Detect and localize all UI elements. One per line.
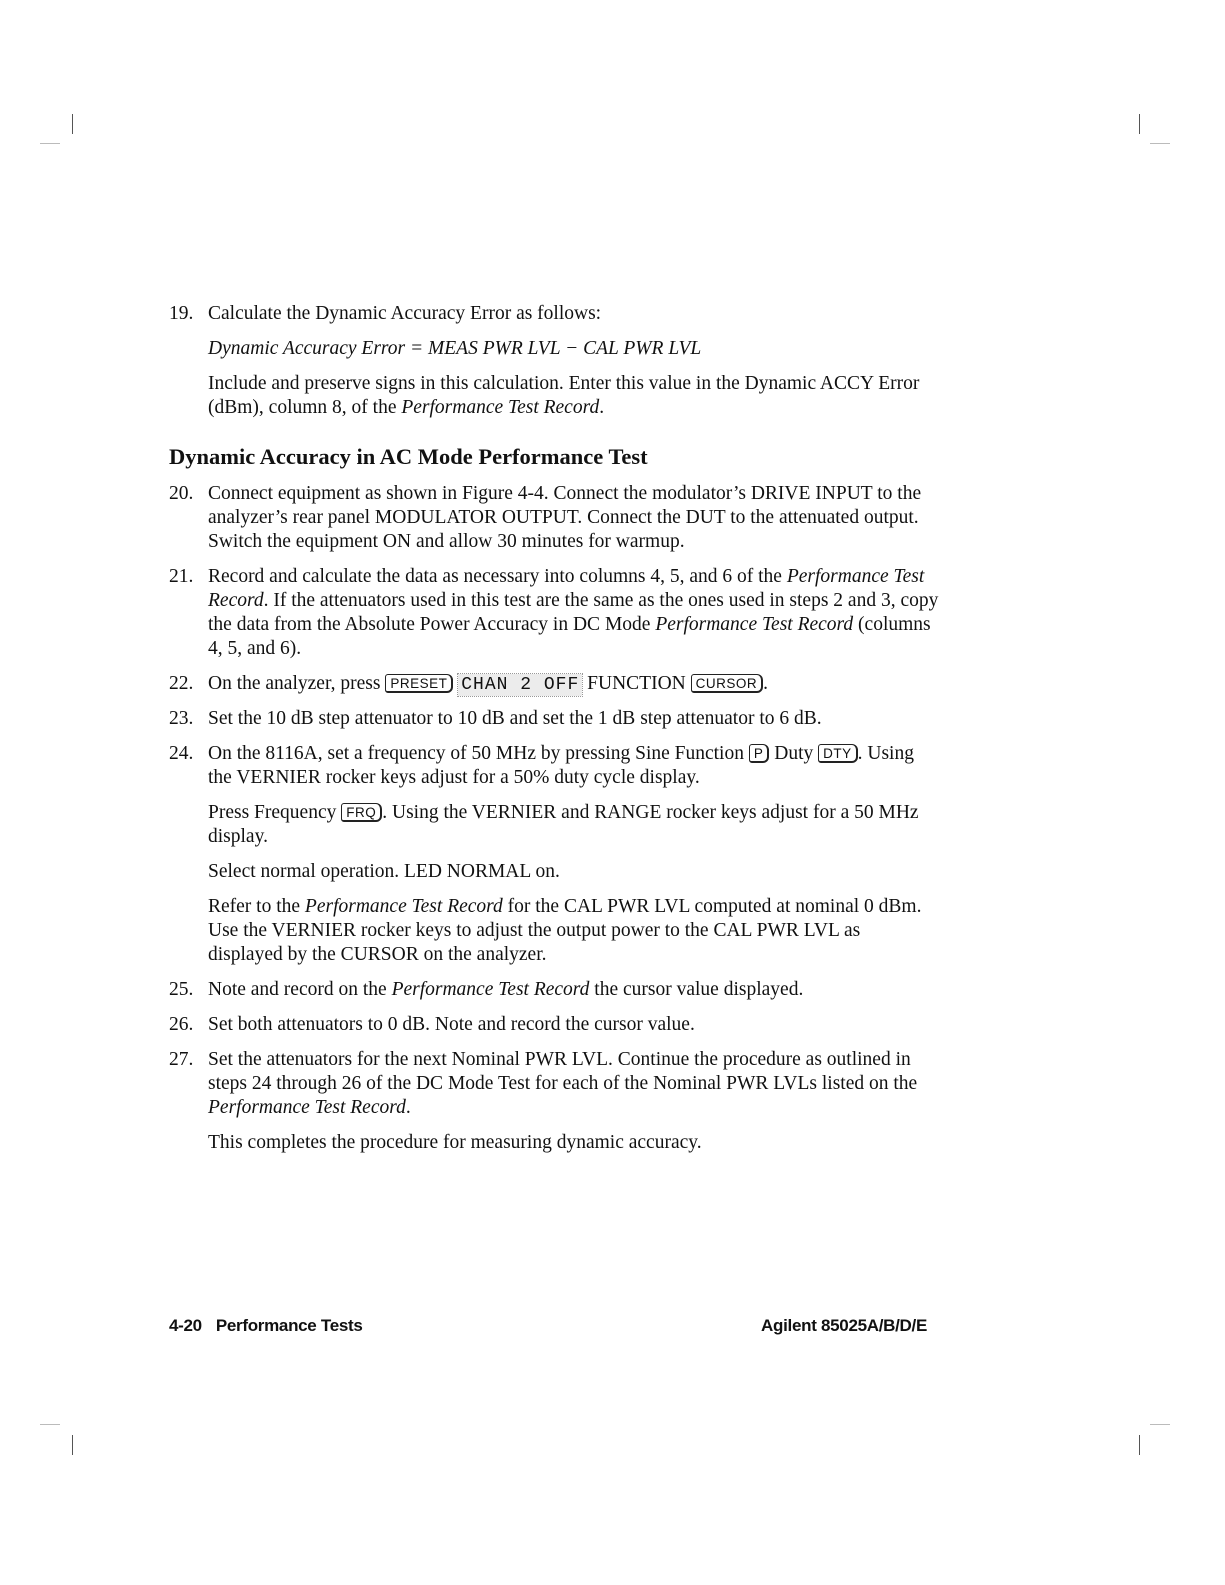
frq-hardkey: FRQ [341,803,382,822]
crop-mark [1150,143,1170,144]
dty-hardkey: DTY [818,744,858,763]
step-text: Press Frequency [208,802,342,823]
step-text: (columns 4, 5, and 6). [208,614,931,659]
step-number: 24. [169,743,194,764]
footer-left [169,1316,363,1336]
step-24-frequency [208,801,939,849]
chan-2-off-softkey: CHAN 2 OFF [458,674,582,696]
step-21 [169,565,939,661]
step-number: 27. [169,1049,194,1070]
cursor-hardkey: CURSOR [691,674,764,693]
step-number: 23. [169,708,194,729]
document-reference: Performance Test Record [208,1097,406,1118]
step-text: Connect equipment as shown in Figure 4-4. Connect the modulator’s DRIVE INPUT to the analyzer’s rear panel MODULATOR OUTPUT. Connect the DUT to the attenuated output. Switch the equipment ON and allow 30 minutes for warmup. [208,483,922,552]
p-hardkey: P [749,744,770,763]
step-text: . Using the VERNIER and RANGE rocker keys adjust for a 50 MHz display. [208,802,919,847]
document-reference: Performance Test Record [655,614,854,635]
step-20 [169,482,939,554]
document-reference: Performance Test Record [208,566,925,611]
step-number: 25. [169,979,194,1000]
step-27 [169,1048,939,1120]
closing-note: This completes the procedure for measuring dynamic accuracy. [208,1132,702,1153]
crop-mark [72,114,73,134]
crop-mark [1139,114,1140,134]
document-reference: Performance Test Record [391,979,590,1000]
step-text: Set both attenuators to 0 dB. Note and record the cursor value. [208,1014,695,1035]
crop-mark [72,1435,73,1455]
document-reference: Performance Test Record [401,397,600,418]
page-number: 4-20 [169,1316,202,1335]
product-name: Agilent 85025A/B/D/E [761,1316,927,1335]
step-19 [169,302,939,326]
step-25 [169,978,939,1002]
step-text: . Using the VERNIER rocker keys adjust for a 50% duty cycle display. [208,743,914,788]
step-text: Refer to the [208,896,305,917]
step-text: FUNCTION [582,673,691,694]
step-19-note [208,372,939,420]
step-text: . If the attenuators used in this test are the same as the ones used in steps 2 and 3, copy the data from the Absolute Power Accuracy in DC Mode [208,590,939,635]
step-number: 19. [169,303,194,324]
note-text-end: . [599,397,605,418]
preset-hardkey: PRESET [385,674,453,693]
step-text: . [405,1097,411,1118]
page-content [169,302,939,1166]
section-heading: Dynamic Accuracy in AC Mode Performance Test [169,444,648,469]
step-text: On the 8116A, set a frequency of 50 MHz by pressing Sine Function [208,743,749,764]
step-text: Set the 10 dB step attenuator to 10 dB and set the 1 dB step attenuator to 6 dB. [208,708,822,729]
step-number: 22. [169,673,194,694]
document-reference: Performance Test Record [304,896,503,917]
step-text: On the analyzer, press [208,673,386,694]
note-text: Include and preserve signs in this calculation. Enter this value in the Dynamic ACCY Error (dBm), column 8, of the [208,373,920,418]
step-text: Note and record on the [208,979,392,1000]
step-text: Duty [769,743,819,764]
crop-mark [40,1424,60,1425]
step-24 [169,742,939,790]
step-number: 21. [169,566,194,587]
step-26 [169,1013,939,1037]
crop-mark [1139,1435,1140,1455]
step-text: . [763,673,769,694]
step-text: Record and calculate the data as necessary into columns 4, 5, and 6 of the [208,566,787,587]
step-text: the cursor value displayed. [589,979,804,1000]
step-24-refer [208,895,939,967]
crop-mark [40,143,60,144]
step-text: Calculate the Dynamic Accuracy Error as follows: [208,303,602,324]
formula: Dynamic Accuracy Error = MEAS PWR LVL − CAL PWR LVL [208,338,702,359]
step-23 [169,707,939,731]
crop-mark [1150,1424,1170,1425]
step-number: 20. [169,483,194,504]
step-22 [169,672,939,696]
section-name: Performance Tests [215,1316,363,1335]
step-text: Set the attenuators for the next Nominal PWR LVL. Continue the procedure as outlined in steps 24 through 26 of the DC Mode Test for each of the Nominal PWR LVLs listed on the [208,1049,918,1094]
footer-right [761,1316,927,1336]
step-text: for the CAL PWR LVL computed at nominal 0 dBm. Use the VERNIER rocker keys to adjust the output power to the CAL PWR LVL as displayed by the CURSOR on the analyzer. [208,896,922,965]
step-number: 26. [169,1014,194,1035]
step-24-normal: Select normal operation. LED NORMAL on. [208,861,560,882]
